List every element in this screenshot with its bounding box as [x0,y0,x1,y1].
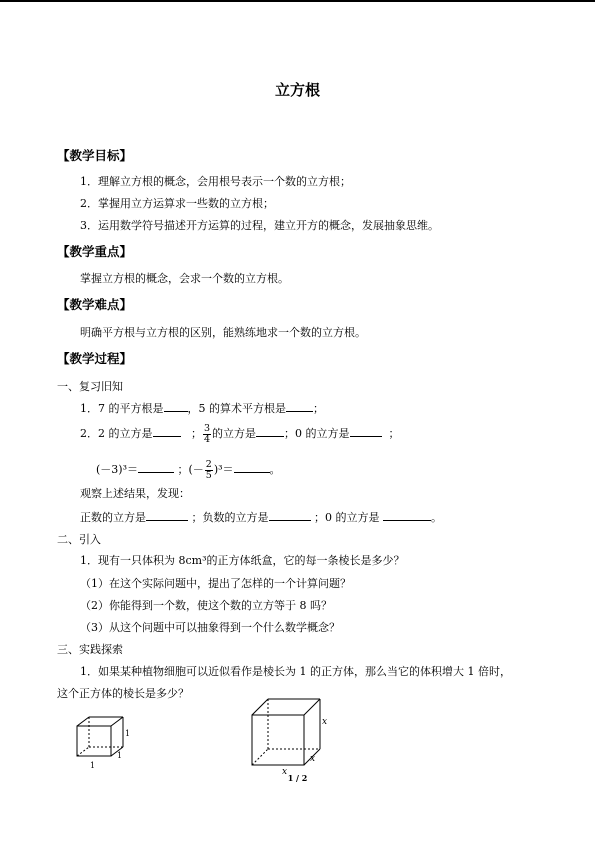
q1-text-b: ，5 的算术平方根是 [187,402,286,415]
answer-blank[interactable] [286,401,313,412]
practice-question-1-line1: 1．如果某种植物细胞可以近似看作是棱长为 1 的正方体，那么当它的体积增大 1 倍时， [80,665,511,678]
goal-item-2: 2．掌握用立方运算求一些数的立方根； [80,197,274,210]
q2-text-c: 的立方是 [212,427,257,440]
q3-text-b: ；(－ [177,463,204,476]
section-goals-heading: 【教学目标】 [57,148,133,163]
q3-text-c: )³＝ [213,463,234,476]
answer-blank[interactable] [383,510,431,521]
part1-heading: 一、复习旧知 [57,380,123,393]
page-number: 1 / 2 [287,773,308,783]
cube-hidden-edge [77,747,89,756]
cube-hidden-edge [252,749,268,765]
q3-text-d: 。 [269,463,281,476]
answer-blank[interactable] [269,510,311,521]
answer-blank[interactable] [256,426,284,437]
page-title: 立方根 [274,81,320,99]
q1-text-a: 1．7 的平方根是 [80,402,164,415]
large-cube-label-depth: x [310,754,316,764]
intro-sub-3: （3）从这个问题中可以抽象得到一个什么数学概念？ [80,621,340,634]
intro-question-1: 1．现有一只体积为 8cm³的正方体纸盒，它的每一条棱长是多少？ [80,554,405,567]
review-question-3 [96,455,281,485]
cube-front-face [77,726,111,756]
answer-blank[interactable] [146,510,188,521]
intro-sub-2: （2）你能得到一个数，使这个数的立方等于 8 吗？ [80,599,332,612]
small-cube-figure [70,712,140,770]
section-process-heading: 【教学过程】 [57,351,133,366]
fraction-three-quarters: $\frac{3}{4}$ [204,422,211,445]
goal-item-1: 1．理解立方根的概念，会用根号表示一个数的立方根； [80,175,351,188]
review-question-2 [80,419,400,449]
part3-heading: 三、实践探索 [57,643,123,656]
large-cube-label-bottom: x [282,767,288,777]
q2-text-a: 2．2 的立方是 [80,427,153,440]
answer-blank[interactable] [350,426,382,437]
section-key-heading: 【教学重点】 [57,244,133,259]
practice-question-1-line2: 这个正方体的棱长是多少？ [57,687,189,700]
cube-edge [111,717,123,726]
obs-text-a: 正数的立方是 [80,511,146,524]
goal-item-3: 3．运用数学符号描述开方运算的过程，建立开方的概念，发展抽象思维。 [80,219,439,232]
answer-blank[interactable] [153,426,181,437]
part2-heading: 二、引入 [57,533,101,546]
obs-text-b: ；负数的立方是 [191,511,269,524]
review-question-1 [80,401,324,416]
q2-text-d: ；0 的立方是 [284,427,350,440]
small-cube-label-right: 1 [117,751,123,760]
q2-text-e: ； [388,427,400,440]
q3-text-a: (－3)³＝ [96,463,138,476]
answer-blank[interactable] [234,462,270,473]
observe-text: 观察上述结果，发现： [80,487,190,500]
intro-sub-1: （1）在这个实际问题中，提出了怎样的一个计算问题？ [80,577,351,590]
fraction-two-fifths: $\frac{2}{5}$ [205,458,212,481]
cube-front-face [252,715,304,765]
difficulty-text: 明确平方根与立方根的区别，能熟练地求一个数的立方根。 [80,326,366,339]
obs-text-c: ；0 的立方是 [314,511,380,524]
section-difficulty-heading: 【教学难点】 [57,297,133,312]
top-rule [0,0,595,2]
cube-edge [77,717,89,726]
observation-line [80,510,442,525]
cube-edge [252,699,268,715]
cube-edge [304,699,320,715]
q1-text-c: ； [313,402,324,415]
answer-blank[interactable] [138,462,174,473]
answer-blank[interactable] [164,401,188,412]
small-cube-label-top: 1 [125,729,131,738]
small-cube-label-bottom: 1 [90,761,96,770]
large-cube-label-right: x [322,717,328,727]
key-text: 掌握立方根的概念，会求一个数的立方根。 [80,272,289,285]
obs-text-d: 。 [431,511,442,524]
q2-text-b: ； [191,427,202,440]
